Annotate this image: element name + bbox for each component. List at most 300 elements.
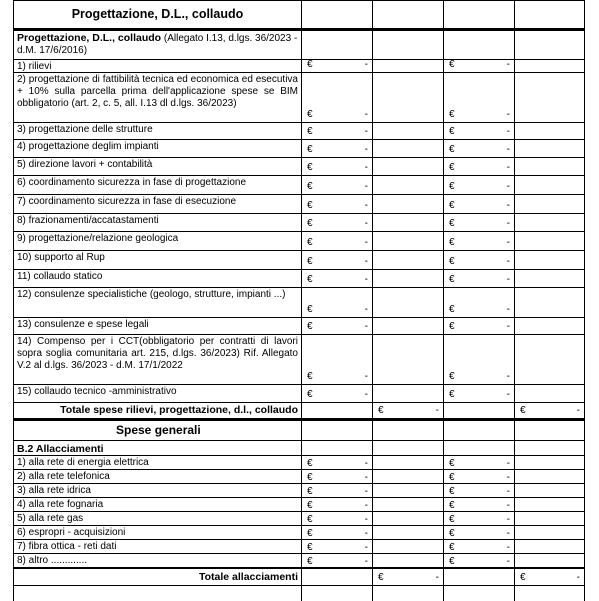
euro-symbol: €	[307, 304, 313, 315]
amount-value: -	[364, 109, 368, 120]
euro-symbol: €	[449, 371, 455, 382]
amount-cell[interactable]	[301, 194, 372, 213]
euro-symbol: €	[378, 572, 384, 583]
empty-cell[interactable]	[372, 511, 443, 525]
euro-symbol: €	[449, 274, 455, 285]
euro-symbol: €	[307, 542, 313, 553]
amount-value: -	[435, 572, 439, 583]
euro-symbol: €	[449, 109, 455, 120]
amount-cell[interactable]	[301, 139, 372, 157]
amount-value: -	[506, 144, 510, 155]
amount-cell[interactable]	[372, 402, 443, 420]
euro-symbol: €	[307, 528, 313, 539]
table-row	[0, 72, 599, 122]
amount-cell[interactable]	[443, 483, 514, 497]
item-label	[13, 72, 301, 122]
amount-value: -	[364, 126, 368, 137]
table-row	[0, 213, 599, 231]
euro-symbol: €	[307, 472, 313, 483]
item-label	[13, 455, 301, 469]
amount-cell[interactable]	[443, 213, 514, 231]
table-row	[0, 497, 599, 511]
amount-value: -	[576, 572, 580, 583]
empty-cell[interactable]	[372, 231, 443, 250]
empty-cell[interactable]	[372, 194, 443, 213]
amount-cell[interactable]	[301, 553, 372, 567]
empty-cell[interactable]	[514, 0, 585, 30]
empty-cell[interactable]	[443, 440, 514, 455]
empty-cell[interactable]	[514, 539, 585, 553]
section-title-ref: (Allegato I.13, d.lgs. 36/2023 - d.M. 17/6/2016)	[17, 33, 298, 57]
empty-cell[interactable]	[514, 455, 585, 469]
item-text: 10) supporto al Rup	[17, 252, 105, 263]
empty-cell[interactable]	[301, 420, 372, 440]
table-row-bottom	[0, 585, 599, 601]
euro-symbol: €	[520, 572, 526, 583]
amount-value: -	[506, 514, 510, 525]
empty-cell[interactable]	[372, 317, 443, 334]
amount-cell[interactable]	[443, 317, 514, 334]
euro-symbol: €	[307, 126, 313, 137]
empty-cell[interactable]	[372, 497, 443, 511]
empty-cell[interactable]	[443, 402, 514, 420]
amount-cell[interactable]	[443, 539, 514, 553]
euro-symbol: €	[307, 181, 313, 192]
empty-cell[interactable]	[514, 384, 585, 402]
amount-cell[interactable]	[443, 250, 514, 269]
amount-cell[interactable]	[443, 469, 514, 483]
empty-cell[interactable]	[514, 72, 585, 122]
amount-value: -	[364, 59, 368, 70]
empty-cell[interactable]	[514, 317, 585, 334]
empty-cell[interactable]	[514, 525, 585, 539]
empty-cell[interactable]	[514, 511, 585, 525]
item-label	[13, 59, 301, 72]
total-label	[13, 567, 301, 585]
section-title-row	[0, 440, 599, 455]
amount-cell[interactable]	[443, 231, 514, 250]
section-header-row	[0, 0, 599, 30]
amount-cell[interactable]	[443, 59, 514, 72]
amount-value: -	[364, 218, 368, 229]
euro-symbol: €	[520, 405, 526, 416]
amount-cell[interactable]	[301, 287, 372, 317]
total-row	[0, 402, 599, 420]
empty-cell[interactable]	[301, 440, 372, 455]
empty-cell[interactable]	[372, 525, 443, 539]
euro-symbol: €	[307, 389, 313, 400]
amount-value: -	[364, 200, 368, 211]
item-label	[13, 287, 301, 317]
euro-symbol: €	[307, 371, 313, 382]
amount-value: -	[364, 321, 368, 332]
amount-cell[interactable]	[443, 157, 514, 175]
item-text: 5) alla rete gas	[17, 513, 84, 524]
amount-value: -	[364, 556, 368, 567]
amount-value: -	[506, 500, 510, 511]
item-text: 7) coordinamento sicurezza in fase di esecuzione	[17, 196, 237, 207]
euro-symbol: €	[307, 144, 313, 155]
item-label	[13, 483, 301, 497]
amount-value: -	[506, 371, 510, 382]
empty-cell[interactable]	[514, 483, 585, 497]
empty-cell[interactable]	[372, 250, 443, 269]
empty-cell[interactable]	[514, 194, 585, 213]
item-label	[13, 497, 301, 511]
amount-cell[interactable]	[301, 539, 372, 553]
table-row	[0, 539, 599, 553]
empty-cell[interactable]	[514, 497, 585, 511]
empty-cell[interactable]	[514, 469, 585, 483]
item-label	[13, 175, 301, 194]
amount-cell[interactable]	[301, 525, 372, 539]
amount-value: -	[506, 200, 510, 211]
table-row	[0, 287, 599, 317]
euro-symbol: €	[449, 458, 455, 469]
euro-symbol: €	[307, 109, 313, 120]
amount-cell[interactable]	[301, 250, 372, 269]
table-row	[0, 469, 599, 483]
section-header	[13, 0, 301, 30]
empty-cell[interactable]	[514, 287, 585, 317]
empty-cell[interactable]	[443, 420, 514, 440]
euro-symbol: €	[307, 321, 313, 332]
item-label	[13, 511, 301, 525]
section-header-row	[0, 420, 599, 440]
connections-title: B.2 Allacciamenti	[17, 443, 104, 455]
euro-symbol: €	[449, 200, 455, 211]
item-text: 3) progettazione delle strutture	[17, 124, 153, 135]
item-text: 1) rilievi	[17, 61, 52, 72]
amount-cell[interactable]	[301, 157, 372, 175]
item-label	[13, 553, 301, 567]
empty-cell[interactable]	[372, 287, 443, 317]
amount-value: -	[506, 274, 510, 285]
table-row	[0, 455, 599, 469]
amount-value: -	[506, 458, 510, 469]
euro-symbol: €	[307, 556, 313, 567]
table-row	[0, 122, 599, 139]
amount-value: -	[364, 528, 368, 539]
amount-cell[interactable]	[443, 287, 514, 317]
empty-cell[interactable]	[443, 585, 514, 601]
empty-cell[interactable]	[372, 213, 443, 231]
euro-symbol: €	[307, 162, 313, 173]
table-row	[0, 175, 599, 194]
amount-cell[interactable]	[443, 175, 514, 194]
table-row	[0, 194, 599, 213]
item-text: 8) frazionamenti/accatastamenti	[17, 215, 159, 226]
item-label	[13, 157, 301, 175]
amount-value: -	[506, 304, 510, 315]
amount-value: -	[364, 486, 368, 497]
euro-symbol: €	[449, 218, 455, 229]
empty-cell[interactable]	[372, 585, 443, 601]
item-text: 13) consulenze e spese legali	[17, 319, 149, 330]
empty-cell[interactable]	[372, 269, 443, 287]
total-row	[0, 567, 599, 585]
amount-cell[interactable]	[301, 59, 372, 72]
amount-cell[interactable]	[443, 384, 514, 402]
amount-value: -	[506, 486, 510, 497]
euro-symbol: €	[378, 405, 384, 416]
amount-value: -	[364, 500, 368, 511]
euro-symbol: €	[449, 542, 455, 553]
euro-symbol: €	[449, 126, 455, 137]
empty-cell[interactable]	[301, 0, 372, 30]
design-header-label: Progettazione, D.L., collaudo	[71, 7, 244, 22]
euro-symbol: €	[307, 200, 313, 211]
amount-value: -	[506, 162, 510, 173]
empty-cell[interactable]	[514, 420, 585, 440]
euro-symbol: €	[449, 59, 455, 70]
euro-symbol: €	[449, 486, 455, 497]
total-label	[13, 402, 301, 420]
amount-cell[interactable]	[301, 122, 372, 139]
empty-cell[interactable]	[514, 175, 585, 194]
euro-symbol: €	[307, 274, 313, 285]
amount-cell[interactable]	[301, 455, 372, 469]
table-row	[0, 59, 599, 72]
item-text: 6) coordinamento sicurezza in fase di progettazione	[17, 177, 247, 188]
amount-cell[interactable]	[301, 511, 372, 525]
item-label	[13, 194, 301, 213]
amount-cell[interactable]	[443, 525, 514, 539]
item-text: 4) progettazione deglim impianti	[17, 141, 159, 152]
section-title-row	[0, 30, 599, 59]
empty-cell[interactable]	[372, 139, 443, 157]
general-header	[13, 420, 301, 440]
amount-value: -	[506, 218, 510, 229]
table-row	[0, 250, 599, 269]
amount-cell[interactable]	[443, 511, 514, 525]
table-row	[0, 384, 599, 402]
empty-cell[interactable]	[514, 122, 585, 139]
empty-cell[interactable]	[514, 59, 585, 72]
empty-cell[interactable]	[443, 0, 514, 30]
table-row	[0, 483, 599, 497]
empty-cell[interactable]	[372, 420, 443, 440]
amount-cell[interactable]	[301, 269, 372, 287]
empty-cell[interactable]	[372, 384, 443, 402]
amount-value: -	[506, 321, 510, 332]
amount-cell[interactable]	[301, 384, 372, 402]
amount-cell[interactable]	[301, 317, 372, 334]
empty-cell[interactable]	[514, 553, 585, 567]
euro-symbol: €	[449, 528, 455, 539]
euro-symbol: €	[307, 514, 313, 525]
empty-cell[interactable]	[443, 567, 514, 585]
empty-cell[interactable]	[372, 440, 443, 455]
item-text: 14) Compenso per i CCT(obbligatorio per contratti di lavori sopra soglia comunitaria art. 215, d.lgs. 36/2023) Rif. Allegato V.2 al d.lgs. 36/2023 - d.M. 17/1/2022	[17, 336, 298, 372]
empty-cell[interactable]	[514, 585, 585, 601]
euro-symbol: €	[307, 486, 313, 497]
euro-symbol: €	[449, 500, 455, 511]
euro-symbol: €	[449, 514, 455, 525]
amount-value: -	[506, 389, 510, 400]
item-text: 3) alla rete idrica	[17, 485, 91, 496]
euro-symbol: €	[307, 59, 313, 70]
amount-value: -	[506, 256, 510, 267]
amount-value: -	[506, 59, 510, 70]
euro-symbol: €	[307, 218, 313, 229]
amount-cell[interactable]	[443, 194, 514, 213]
amount-value: -	[364, 542, 368, 553]
empty-cell[interactable]	[514, 440, 585, 455]
empty-cell[interactable]	[301, 30, 372, 59]
amount-cell[interactable]	[443, 455, 514, 469]
empty-cell[interactable]	[372, 455, 443, 469]
empty-cell[interactable]	[372, 334, 443, 384]
item-text: 2) alla rete telefonica	[17, 471, 110, 482]
amount-value: -	[364, 256, 368, 267]
table-row	[0, 231, 599, 250]
empty-cell[interactable]	[514, 334, 585, 384]
empty-cell	[13, 585, 301, 601]
item-text: 2) progettazione di fattibilità tecnica ed economica ed esecutiva + 10% sulla parcella prima dell'applicazione spese se BIM obbligatorio (art. 2, c. 5, all. I.13 dl d.lgs. 36/2023)	[17, 74, 298, 110]
amount-value: -	[364, 144, 368, 155]
empty-cell[interactable]	[372, 157, 443, 175]
amount-cell[interactable]	[443, 139, 514, 157]
euro-symbol: €	[307, 256, 313, 267]
euro-symbol: €	[449, 304, 455, 315]
amount-cell[interactable]	[301, 497, 372, 511]
table-row	[0, 525, 599, 539]
amount-cell[interactable]	[301, 213, 372, 231]
amount-cell[interactable]	[443, 269, 514, 287]
amount-value: -	[506, 542, 510, 553]
amount-value: -	[506, 556, 510, 567]
item-text: 8) altro .............	[17, 555, 88, 566]
general-header-label: Spese generali	[116, 423, 201, 438]
amount-cell[interactable]	[301, 334, 372, 384]
item-text: 7) fibra ottica - reti dati	[17, 541, 117, 552]
empty-cell[interactable]	[443, 30, 514, 59]
empty-cell[interactable]	[372, 539, 443, 553]
item-label	[13, 384, 301, 402]
amount-cell[interactable]	[514, 402, 585, 420]
amount-value: -	[364, 389, 368, 400]
empty-cell[interactable]	[372, 0, 443, 30]
empty-cell[interactable]	[372, 469, 443, 483]
amount-cell[interactable]	[301, 231, 372, 250]
empty-cell[interactable]	[301, 567, 372, 585]
item-text: 12) consulenze specialistiche (geologo, strutture, impianti ...)	[17, 289, 286, 300]
empty-cell[interactable]	[301, 585, 372, 601]
amount-value: -	[364, 458, 368, 469]
empty-cell[interactable]	[372, 122, 443, 139]
euro-symbol: €	[449, 181, 455, 192]
item-text: 5) direzione lavori + contabilità	[17, 159, 153, 170]
amount-value: -	[506, 237, 510, 248]
item-text: 1) alla rete di energia elettrica	[17, 457, 149, 468]
item-label	[13, 213, 301, 231]
table-row	[0, 157, 599, 175]
empty-cell[interactable]	[514, 30, 585, 59]
empty-cell[interactable]	[372, 483, 443, 497]
item-label	[13, 250, 301, 269]
empty-cell[interactable]	[514, 157, 585, 175]
item-label	[13, 269, 301, 287]
table-row	[0, 334, 599, 384]
empty-cell[interactable]	[372, 30, 443, 59]
total-text: Totale spese rilievi, progettazione, d.l., collaudo	[60, 404, 298, 417]
amount-value: -	[364, 162, 368, 173]
item-label	[13, 334, 301, 384]
amount-cell[interactable]	[443, 334, 514, 384]
item-label	[13, 525, 301, 539]
amount-cell[interactable]	[514, 567, 585, 585]
euro-symbol: €	[449, 389, 455, 400]
amount-value: -	[364, 237, 368, 248]
empty-cell[interactable]	[514, 231, 585, 250]
amount-cell[interactable]	[301, 72, 372, 122]
amount-value: -	[435, 405, 439, 416]
item-text: 9) progettazione/relazione geologica	[17, 233, 179, 244]
item-label	[13, 539, 301, 553]
item-label	[13, 317, 301, 334]
amount-value: -	[506, 126, 510, 137]
euro-symbol: €	[449, 144, 455, 155]
section-title	[13, 30, 301, 59]
empty-cell[interactable]	[514, 269, 585, 287]
amount-cell[interactable]	[443, 72, 514, 122]
table-row	[0, 553, 599, 567]
euro-symbol: €	[449, 556, 455, 567]
amount-cell[interactable]	[443, 497, 514, 511]
empty-cell[interactable]	[514, 250, 585, 269]
euro-symbol: €	[449, 256, 455, 267]
amount-cell[interactable]	[301, 483, 372, 497]
table-row	[0, 269, 599, 287]
amount-value: -	[364, 371, 368, 382]
amount-value: -	[506, 472, 510, 483]
empty-cell[interactable]	[514, 139, 585, 157]
amount-cell[interactable]	[443, 122, 514, 139]
amount-value: -	[364, 274, 368, 285]
empty-cell[interactable]	[514, 213, 585, 231]
amount-value: -	[364, 472, 368, 483]
amount-value: -	[506, 181, 510, 192]
amount-cell[interactable]	[301, 175, 372, 194]
empty-cell[interactable]	[372, 553, 443, 567]
empty-cell[interactable]	[372, 72, 443, 122]
empty-cell[interactable]	[372, 175, 443, 194]
euro-symbol: €	[307, 237, 313, 248]
amount-value: -	[576, 405, 580, 416]
item-text: 15) collaudo tecnico -amministrativo	[17, 386, 177, 397]
table-row	[0, 317, 599, 334]
amount-value: -	[506, 109, 510, 120]
euro-symbol: €	[449, 237, 455, 248]
item-label	[13, 122, 301, 139]
amount-value: -	[506, 528, 510, 539]
empty-cell[interactable]	[301, 402, 372, 420]
section-title	[13, 440, 301, 455]
euro-symbol: €	[449, 321, 455, 332]
total-text: Totale allacciamenti	[198, 570, 298, 583]
item-text: 11) collaudo statico	[17, 271, 103, 282]
amount-cell[interactable]	[372, 567, 443, 585]
table-row	[0, 139, 599, 157]
amount-value: -	[364, 181, 368, 192]
amount-cell[interactable]	[443, 553, 514, 567]
euro-symbol: €	[307, 458, 313, 469]
item-label	[13, 231, 301, 250]
amount-cell[interactable]	[301, 469, 372, 483]
empty-cell[interactable]	[372, 59, 443, 72]
euro-symbol: €	[449, 472, 455, 483]
